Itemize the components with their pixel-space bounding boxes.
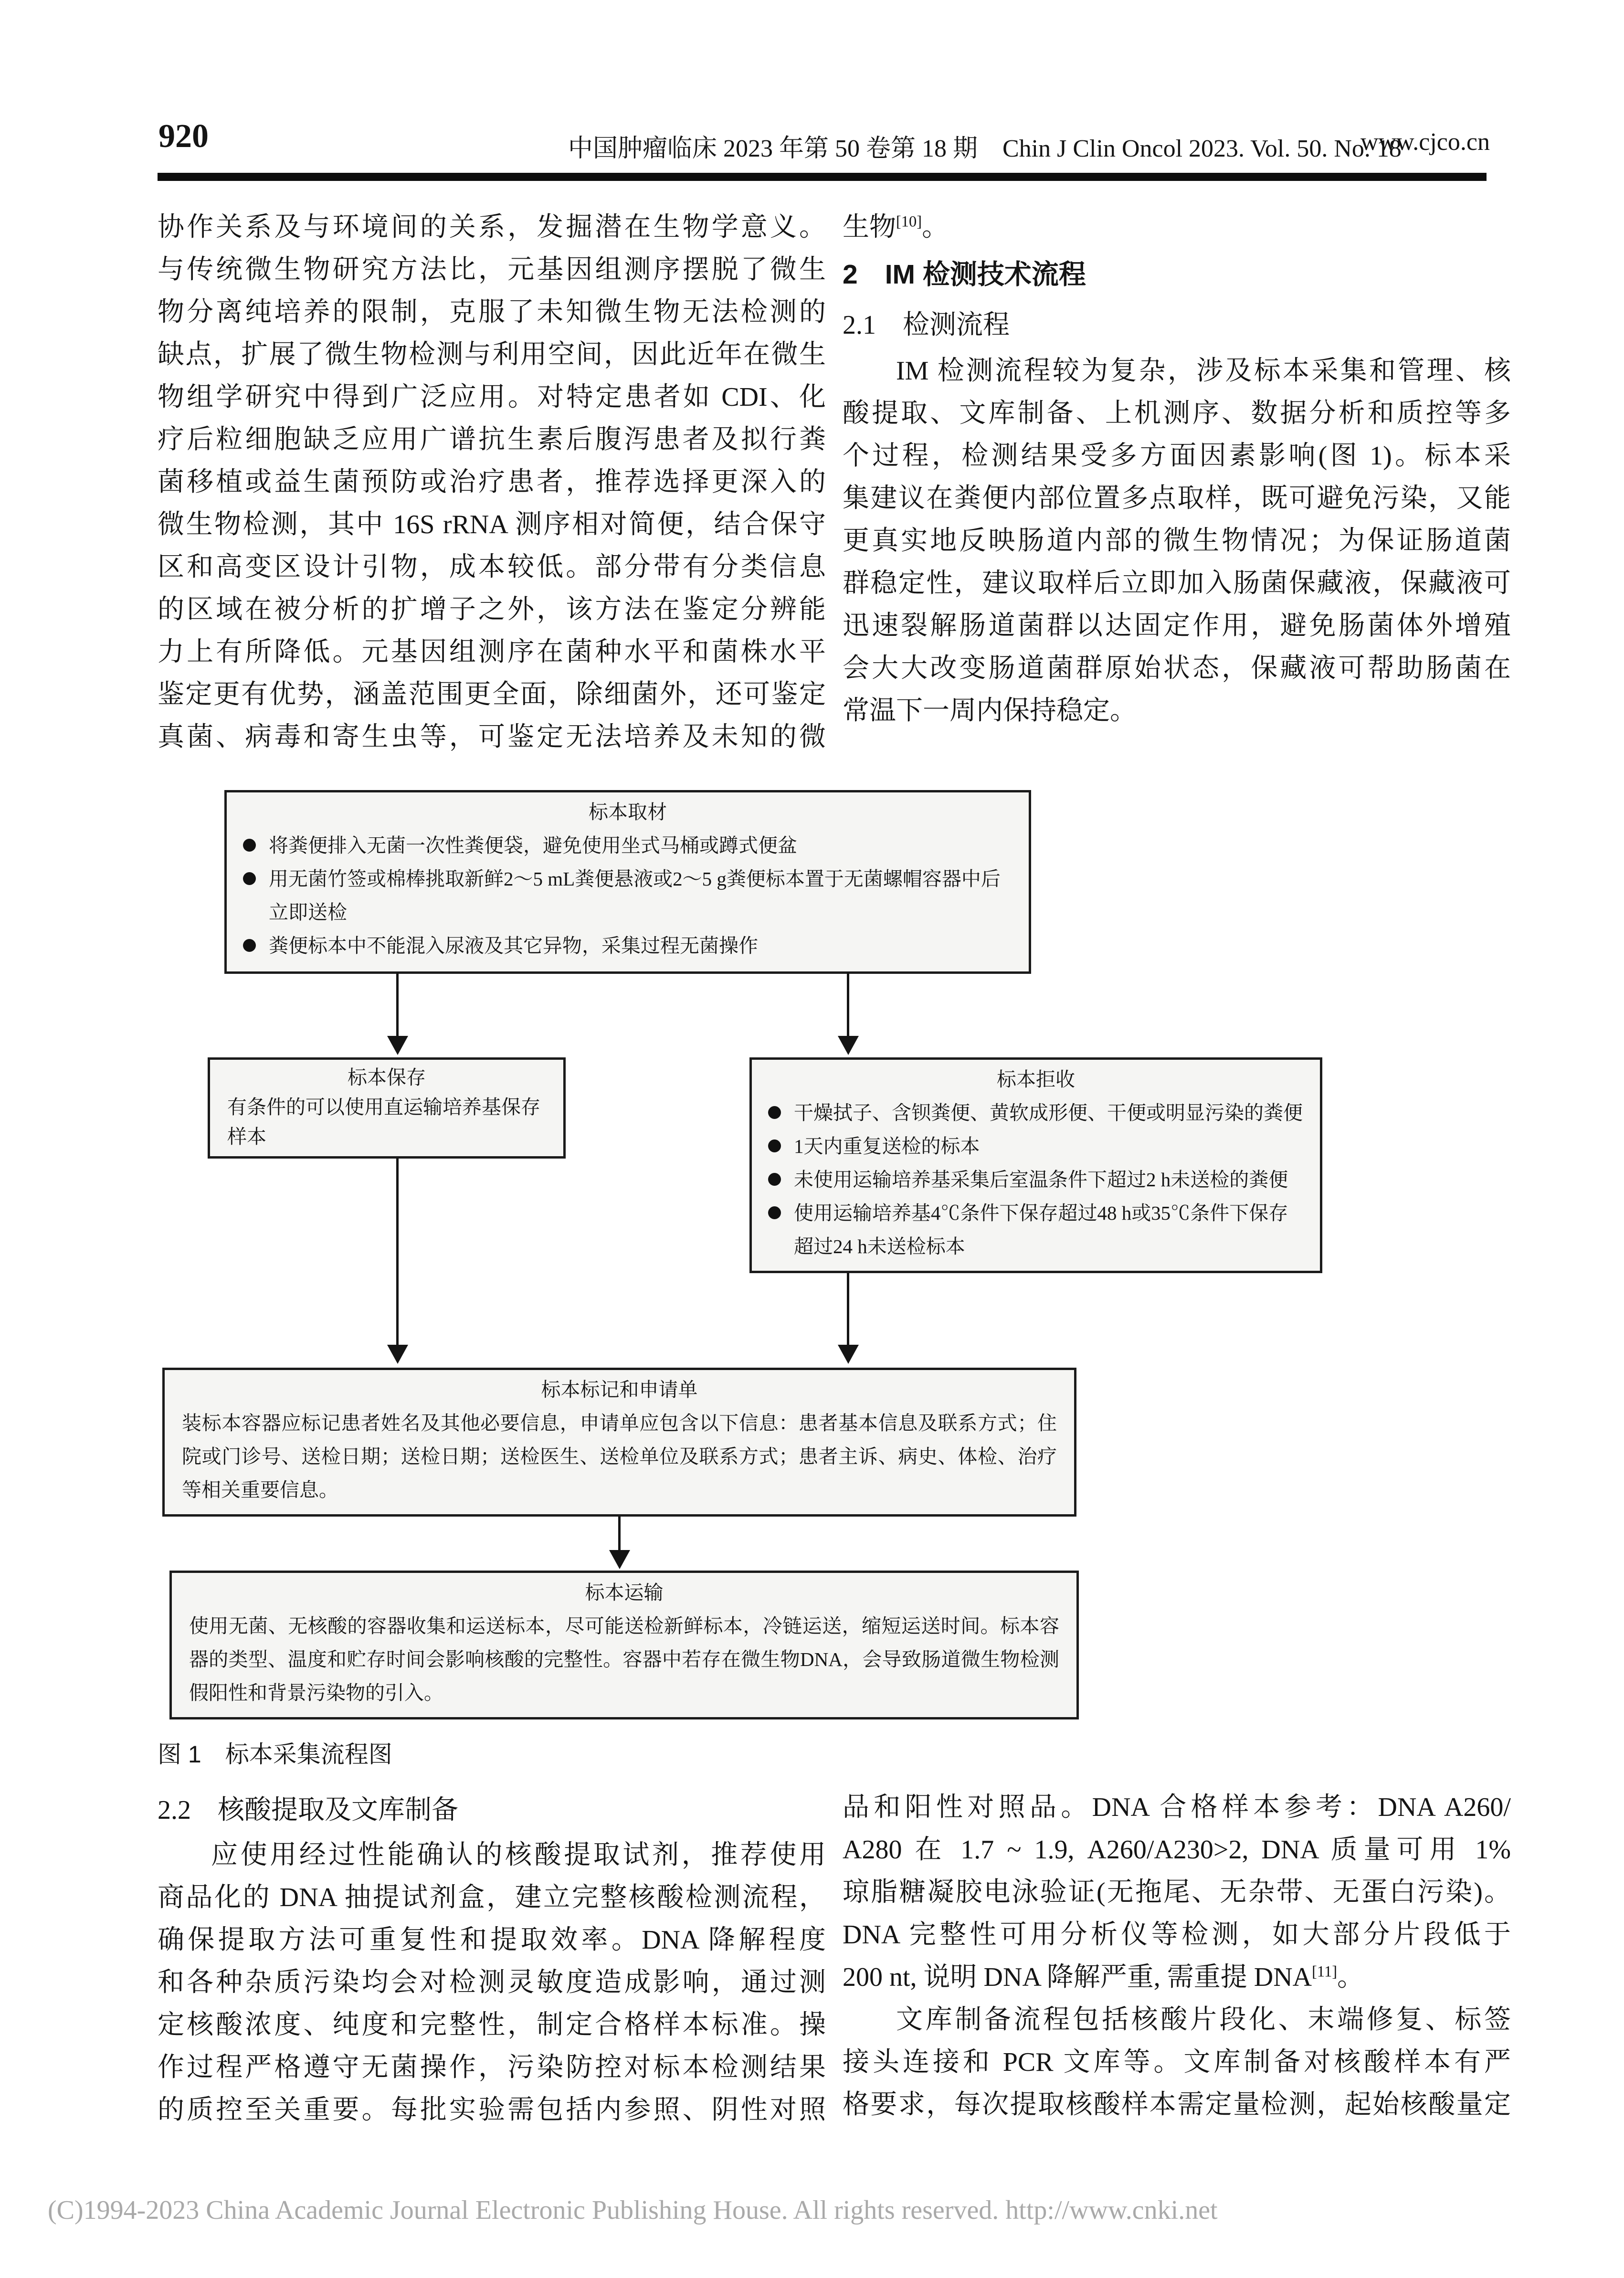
text-line: 力上有所降低。元基因组测序在菌种水平和菌株水平 [158, 637, 826, 667]
text-line: 更真实地反映肠道内部的微生物情况；为保证肠道菌 [843, 526, 1511, 556]
text-line: 鉴定更有优势，涵盖范围更全面，除细菌外，还可鉴定 [158, 680, 826, 709]
bullet-item: 使用运输培养基4℃条件下保存超过48 h或35℃条件下保存超过24 h未送检标本 [766, 1196, 1306, 1263]
copyright-footer: (C)1994-2023 China Academic Journal Electronic Publishing House. All rights reserved. http://www.cnki.net [48, 2195, 1218, 2225]
box-title: 标本标记和申请单 [541, 1379, 698, 1401]
box-specimen-preservation [208, 1057, 566, 1159]
text-line: 琼脂糖凝胶电泳验证(无拖尾、无杂带、无蛋白污染)。 [843, 1877, 1511, 1907]
header-divider [158, 173, 1487, 181]
section-2-2-heading: 2.2 核酸提取及文库制备 [158, 1795, 458, 1825]
text-line: 物组学研究中得到广泛应用。对特定患者如 CDI、化 [158, 382, 826, 412]
text-line: 缺点，扩展了微生物检测与利用空间，因此近年在微生 [158, 340, 826, 369]
text-line: 协作关系及与环境间的关系，发掘潜在生物学意义。 [158, 212, 826, 242]
box-specimen-transport [169, 1571, 1079, 1719]
text-line: 会大大改变肠道菌群原始状态，保藏液可帮助肠菌在 [843, 654, 1511, 683]
text-line: 菌移植或益生菌预防或治疗患者，推荐选择更深入的 [158, 467, 826, 497]
text-line: 真菌、病毒和寄生虫等，可鉴定无法培养及未知的微 [158, 722, 826, 752]
box-title: 标本取材 [589, 801, 667, 823]
bullet-list [241, 829, 1014, 962]
box-title: 标本拒收 [997, 1068, 1075, 1090]
right-column [843, 206, 1511, 732]
text-line: 个过程，检测结果受多方面因素影响(图 1)。标本采 [843, 441, 1511, 471]
text-line: 迅速裂解肠道菌群以达固定作用，避免肠菌体外增殖 [843, 611, 1511, 641]
flow-line [618, 1517, 621, 1550]
box-title: 标本运输 [585, 1582, 664, 1603]
text-line: 物分离纯培养的限制，克服了未知微生物无法检测的 [158, 297, 826, 327]
bullet-item: 1天内重复送检的标本 [766, 1129, 1306, 1163]
figure-caption: 图 1 标本采集流程图 [158, 1741, 392, 1768]
box-labeling-and-requisition [162, 1368, 1076, 1517]
section-2-heading: 2 IM 检测技术流程 [843, 259, 1086, 290]
text-line: 格要求，每次提取核酸样本需定量检测，起始核酸量定 [843, 2090, 1511, 2120]
arrow-down-icon [838, 1345, 859, 1364]
box-specimen-rejection [749, 1057, 1322, 1273]
box-text: 使用无菌、无核酸的容器收集和运送标本，尽可能送检新鲜标本，冷链运送，缩短运送时间。标本容器的类型、温度和贮存时间会影响核酸的完整性。容器中若存在微生物DNA，会导致肠道微生物检测假阳性和背景污染物的引入。 [189, 1615, 1059, 1704]
arrow-down-icon [609, 1550, 630, 1569]
left-column-bottom [158, 1786, 826, 2131]
journal-website: www.cjco.cn [1360, 128, 1490, 156]
figure-1-flowchart [158, 785, 1313, 1776]
arrow-down-icon [387, 1036, 408, 1055]
text-line: 品和阳性对照品。DNA 合格样本参考：DNA A260/ [843, 1793, 1511, 1822]
text-line: 的区域在被分析的扩增子之外，该方法在鉴定分辨能 [158, 595, 826, 624]
text-line: 定核酸浓度、纯度和完整性，制定合格样本标准。操 [158, 2010, 826, 2040]
text-line: 疗后粒细胞缺乏应用广谱抗生素后腹泻患者及拟行粪 [158, 425, 826, 454]
box-specimen-collection [224, 790, 1031, 974]
flow-line [396, 972, 399, 1036]
journal-header-line: 中国肿瘤临床 2023 年第 50 卷第 18 期 Chin J Clin Oncol 2023. Vol. 50. No. 18 [568, 135, 1402, 162]
flow-line [847, 1273, 849, 1345]
box-text: 有条件的可以使用直运输培养基保存样本 [227, 1096, 540, 1148]
text-line: 群稳定性，建议取样后立即加入肠菌保藏液，保藏液可 [843, 569, 1511, 598]
page-number: 920 [158, 118, 209, 155]
bullet-item: 粪便标本中不能混入尿液及其它异物，采集过程无菌操作 [241, 929, 1014, 962]
bullet-item: 干燥拭子、含钡粪便、黄软成形便、干便或明显污染的粪便 [766, 1096, 1306, 1129]
text-line: 文库制备流程包括核酸片段化、末端修复、标签 [896, 2005, 1511, 2035]
text-line: 的质控至关重要。每批实验需包括内参照、阴性对照 [158, 2095, 826, 2125]
text-line: 与传统微生物研究方法比，元基因组测序摆脱了微生 [158, 255, 826, 285]
text-line: 酸提取、文库制备、上机测序、数据分析和质控等多 [843, 399, 1511, 428]
text-line: 区和高变区设计引物，成本较低。部分带有分类信息 [158, 552, 826, 582]
paragraph-end-line: 生物[10]。 [843, 212, 949, 242]
text-line: 应使用经过性能确认的核酸提取试剂，推荐使用 [211, 1840, 826, 1870]
text-line: IM 检测流程较为复杂，涉及标本采集和管理、核 [896, 356, 1511, 386]
bullet-list [766, 1096, 1306, 1263]
section-2-1-paragraph [843, 350, 1511, 732]
box-title: 标本保存 [348, 1066, 426, 1088]
text-line: DNA 完整性可用分析仪等检测，如大部分片段低于 [843, 1920, 1511, 1950]
text-line: 集建议在粪便内部位置多点取样，既可避免污染，又能 [843, 484, 1511, 513]
text-line: 微生物检测，其中 16S rRNA 测序相对简便，结合保守 [158, 510, 826, 539]
text-line: 作过程严格遵守无菌操作，污染防控对标本检测结果 [158, 2053, 826, 2082]
text-line: 商品化的 DNA 抽提试剂盒，建立完整核酸检测流程， [158, 1883, 826, 1912]
text-line: A280 在 1.7 ~ 1.9, A260/A230>2, DNA 质量可用 1% [843, 1835, 1511, 1865]
section-2-2-paragraph [158, 1834, 826, 2131]
flow-line [396, 1159, 399, 1345]
section-2-1-heading: 2.1 检测流程 [843, 310, 1010, 340]
text-line: 200 nt, 说明 DNA 降解严重, 需重提 DNA[11]。 [843, 1962, 1364, 1992]
arrow-down-icon [838, 1036, 859, 1055]
bullet-item: 用无菌竹签或棉棒挑取新鲜2～5 mL粪便悬液或2～5 g粪便标本置于无菌螺帽容器中后立即送检 [241, 862, 1014, 929]
box-text: 装标本容器应标记患者姓名及其他必要信息，申请单应包含以下信息：患者基本信息及联系方式；住院或门诊号、送检日期；送检日期；送检医生、送检单位及联系方式；患者主诉、病史、体检、治疗等相关重要信息。 [182, 1412, 1057, 1501]
text-line: 常温下一周内保持稳定。 [843, 696, 1137, 726]
text-line: 接头连接和 PCR 文库等。文库制备对核酸样本有严 [843, 2047, 1511, 2077]
bullet-item: 将粪便排入无菌一次性粪便袋，避免使用坐式马桶或蹲式便盆 [241, 829, 1014, 862]
left-column [158, 206, 826, 759]
text-line: 确保提取方法可重复性和提取效率。DNA 降解程度 [158, 1925, 826, 1955]
right-column-bottom [843, 1786, 1511, 2126]
bullet-item: 未使用运输培养基采集后室温条件下超过2 h未送检的粪便 [766, 1163, 1306, 1196]
arrow-down-icon [387, 1345, 408, 1364]
flow-line [847, 972, 849, 1036]
text-line: 和各种杂质污染均会对检测灵敏度造成影响，通过测 [158, 1968, 826, 1997]
